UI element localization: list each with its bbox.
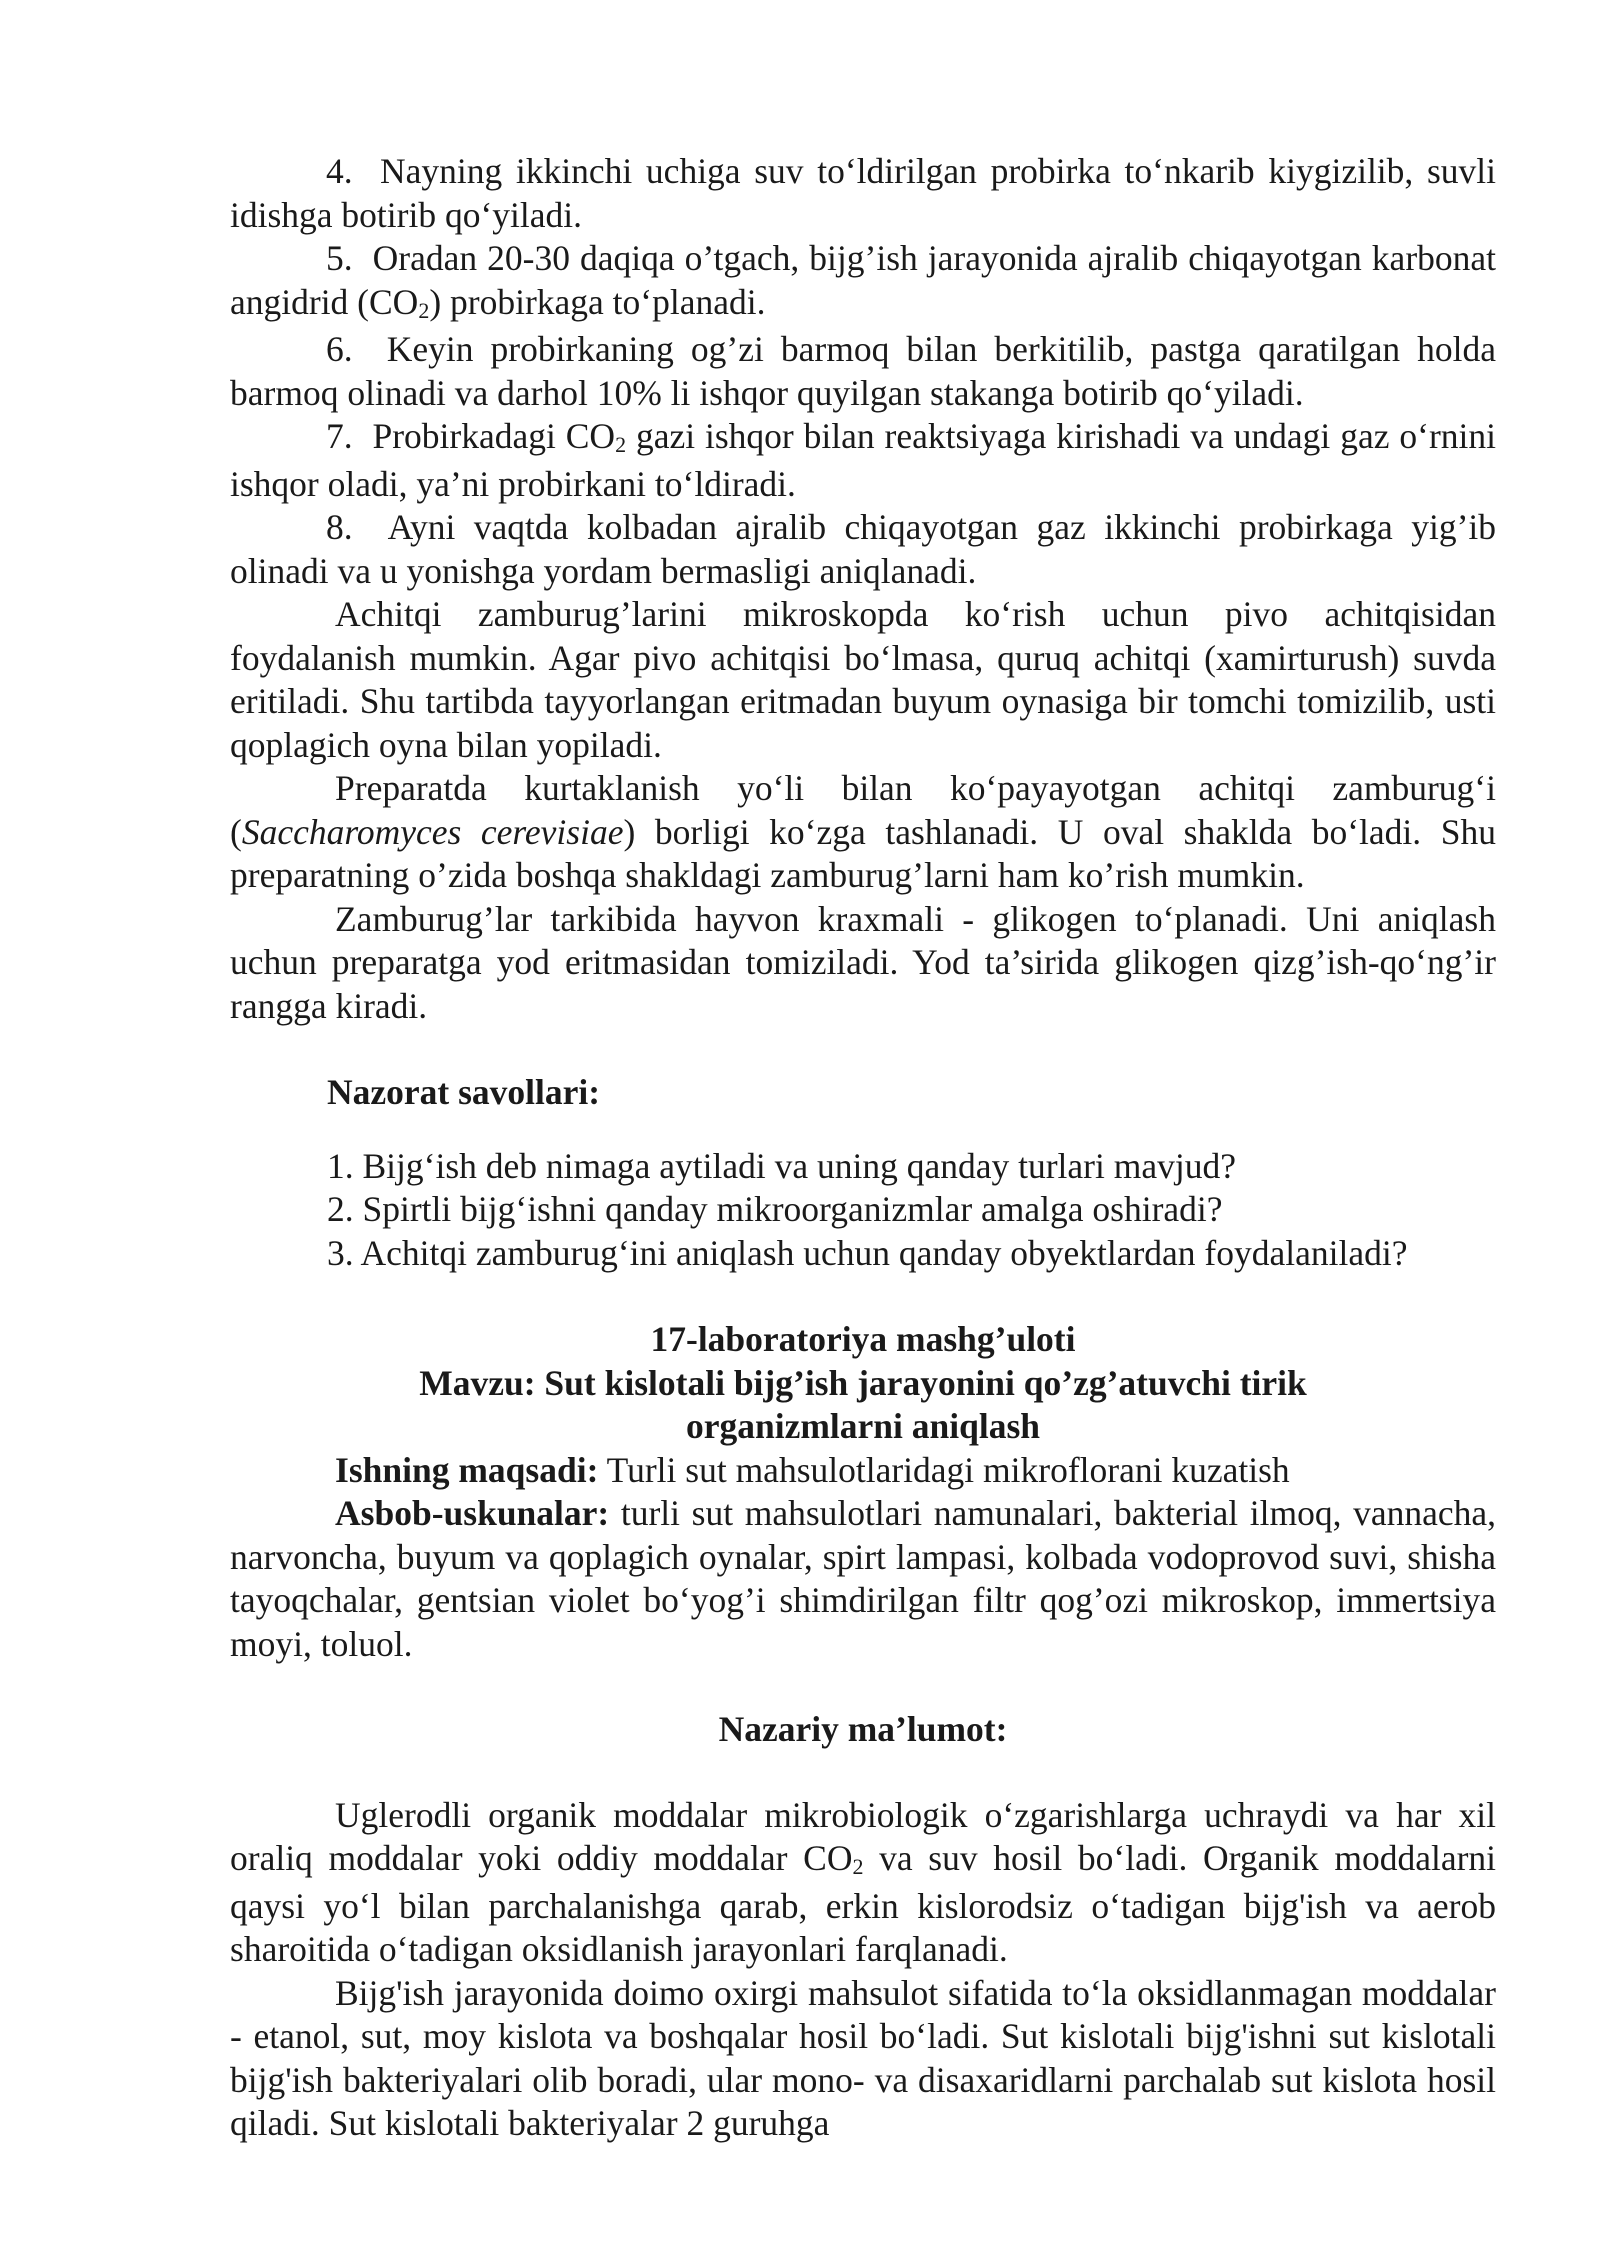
step-text: Ayni vaqtda kolbadan ajralib chiqayotgan gaz ikkinchi probirkaga yig’ib olinadi va u yonishga yordam bermasligi aniqlanadi. [230,507,1497,591]
spacer [230,1752,1496,1794]
theory-paragraph-1 [230,1794,1496,1972]
step-text-cont: gazi ishqor bilan reaktsiyaga kirishadi va undagi gaz o‘rnini ishqor oladi, ya’ni probirkani to‘ldiradi. [230,416,1496,504]
step-number: 5. [326,238,353,278]
lab-purpose [230,1449,1496,1493]
purpose-text: Turli sut mahsulotlaridagi mikroflorani kuzatish [598,1449,1290,1490]
theory-paragraph-2: Bijg'ish jarayonida doimo oxirgi mahsulot sifatida to‘la oksidlanmagan moddalar - etanol, sut, moy kislota va boshqalar hosil bo‘ladi. Sut kislotali bijg'ishni sut kislotali bijg'ish bakteriyalari olib boradi, ular mono- va disaxaridlarni parchalab sut kislota hosil qiladi. Sut kislotali bakteriyalar 2 guruhga [230,1972,1496,2143]
step-6 [230,328,1496,415]
paragraph-preparat [230,767,1496,898]
lab-number-title: 17-laboratoriya mashg’uloti [650,1319,1076,1359]
step-text: Oradan 20-30 daqiqa o’tgach, bijg’ish jarayonida ajralib chiqayotgan karbonat angidrid (CO [230,238,1497,322]
step-8 [230,506,1496,593]
subscript: 2 [615,432,627,457]
step-7 [230,415,1496,506]
step-number: 7. [326,416,353,456]
question-list [327,1145,1496,1276]
step-number: 6. [326,329,353,369]
nazorat-heading: Nazorat savollari: [327,1072,601,1112]
step-text: Probirkadagi CO [372,416,616,456]
equipment-text: turli sut mahsulotlari namunalari, bakterial ilmoq, vannacha, narvoncha, buyum va qoplagich oynalar, spirt lampasi, kolbada vodoprovod suvi, shisha tayoqchalar, gentsian violet bo‘yog’i shimdirilgan filtr qog’ozi mikroskop, immertsiya moyi, toluol. [230,1493,1496,1664]
question-item: 1. Bijg‘ish deb nimaga aytiladi va uning qanday turlari mavjud? [327,1145,1236,1186]
step-text: Nayning ikkinchi uchiga suv to‘ldirilgan probirka to‘nkarib kiygizilib, suvli idishga botirib qo‘yiladi. [230,151,1497,235]
step-number: 4. [326,151,353,191]
paragraph-text-cont: va suv hosil bo‘ladi. Organik moddalarni qaysi yo‘l bilan parchalanishga qarab, erkin kislorodsiz o‘tadigan bijg'ish va aerob sharoitida o‘tadigan oksidlanish jarayonlari farqlanadi. [230,1838,1497,1969]
step-number: 8. [326,507,353,547]
paragraph-text-cont: ) borligi ko‘zga tashlanadi. U oval shaklda bo‘ladi. Shu preparatning o’zida boshqa shakldagi zamburug’larni ham ko’rish mumkin. [230,811,1496,895]
step-text-cont: ) probirkaga to‘planadi. [429,281,766,322]
lab-equipment [230,1492,1496,1666]
paragraph-text: Uglerodli organik moddalar mikrobiologik o‘zgarishlarga uchraydi va har xil oraliq moddalar yoki oddiy moddalar CO [230,1794,1496,1878]
theory-heading: Nazariy ma’lumot: [718,1709,1008,1749]
question-item: 2. Spirtli bijg‘ishni qanday mikroorganizmlar amalga oshiradi? [327,1189,1223,1229]
purpose-label: Ishning maqsadi: [335,1449,599,1490]
lab-topic-line-1: Mavzu: Sut kislotali bijg’ish jarayonini qo’zg’atuvchi tirik [419,1362,1307,1403]
paragraph-text: Preparatda kurtaklanish yo‘li bilan ko‘payayotgan achitqi zamburug‘i ( [230,768,1496,852]
species-name: Saccharomyces cerevisiae [241,811,624,852]
paragraph-zamburug: Zamburug’lar tarkibida hayvon kraxmali - glikogen to‘planadi. Uni aniqlash uchun preparatga yod eritmasidan tomiziladi. Yod ta’sirida glikogen qizg’ish-qo‘ng’ir rangga kiradi. [230,898,1496,1026]
step-4 [230,150,1496,237]
step-5 [230,237,1496,328]
subscript: 2 [418,297,430,323]
step-text: Keyin probirkaning og’zi barmoq bilan berkitilib, pastga qaratilgan holda barmoq olinadi va darhol 10% li ishqor quyilgan stakanga botirib qo‘yiladi. [230,329,1496,413]
equipment-label: Asbob-uskunalar: [335,1493,610,1533]
lab-heading [230,1318,1496,1449]
lab-topic-line-2: organizmlarni aniqlash [685,1406,1041,1446]
paragraph-achitqi: Achitqi zamburug’larini mikroskopda ko‘rish uchun pivo achitqisidan foydalanish mumkin. Agar pivo achitqisi bo‘lmasa, quruq achitqi (xamirturush) suvda eritiladi. Shu tartibda tayyorlangan eritmadan buyum oynasiga bir tomchi tomizilib, usti qoplagich oyna bilan yopiladi. [230,594,1496,765]
question-item: 3. Achitqi zamburug‘ini aniqlash uchun qanday obyektlardan foydalaniladi? [327,1232,1408,1273]
document-page [230,150,1496,2146]
subscript: 2 [852,1854,864,1879]
